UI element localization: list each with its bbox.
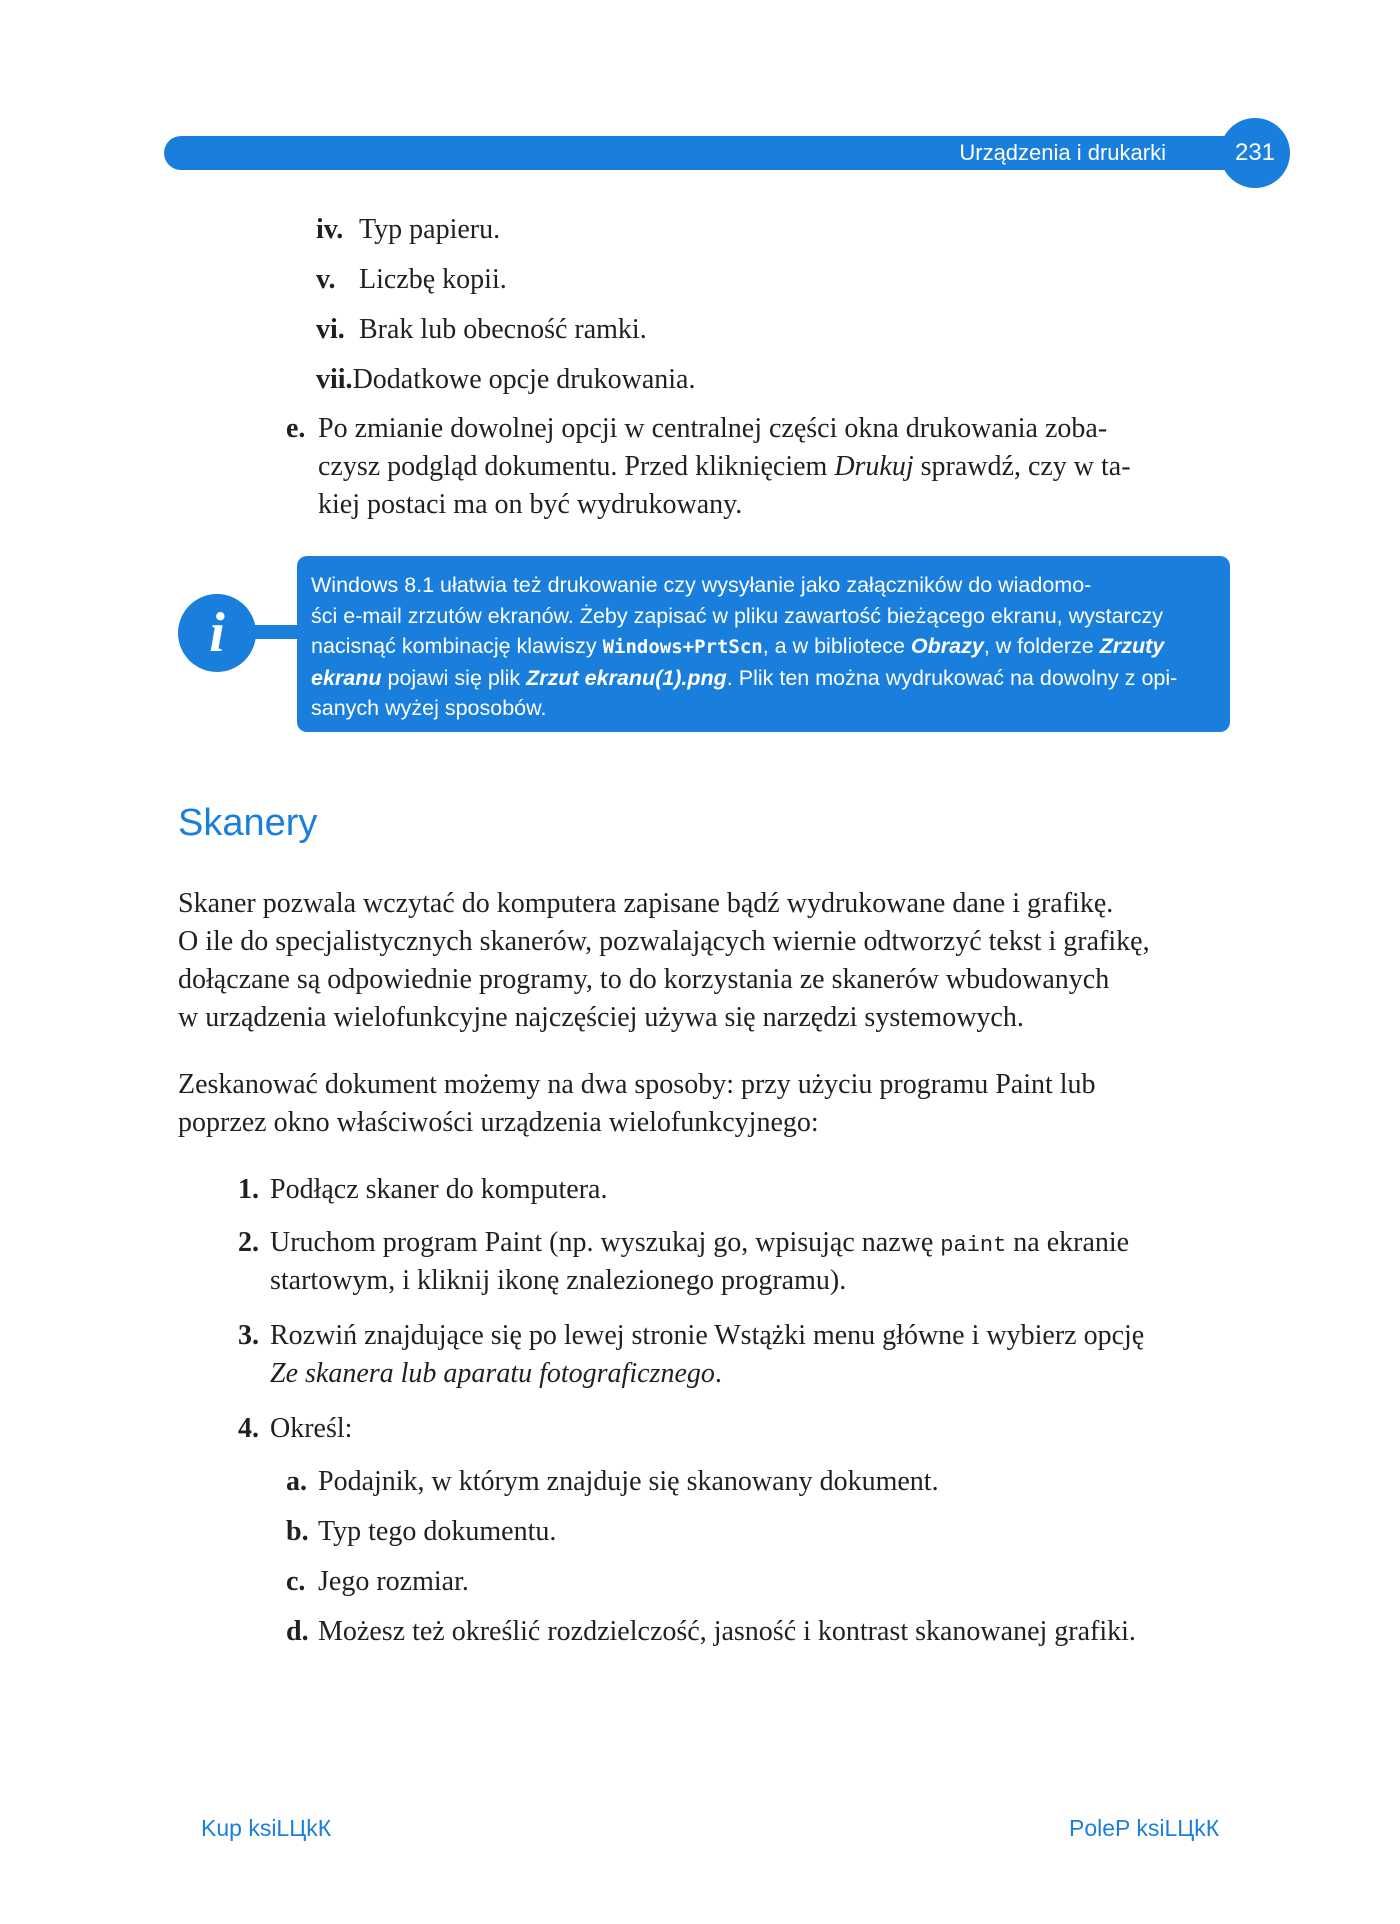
section-heading: Skanery <box>178 802 318 844</box>
text-span: . Plik ten można wydrukować na dowolny z opi- <box>726 665 1178 690</box>
text-span: pojawi się plik <box>381 665 527 690</box>
item-e-line3: kiej postaci ma on być wydrukowany. <box>318 489 743 520</box>
list-item-text: Dodatkowe opcje drukowania. <box>352 364 696 395</box>
paragraph-line: poprzez okno właściwości urządzenia wielofunkcyjnego: <box>178 1107 819 1138</box>
sub-text: Typ tego dokumentu. <box>318 1516 557 1547</box>
text-span: , a w bibliotece <box>762 634 911 658</box>
step-text <box>270 1355 722 1392</box>
italic-term: Zrzut ekranu(1).png <box>526 665 727 690</box>
info-line: Windows 8.1 ułatwia też drukowanie czy wysyłanie jako załączników do wiadomo- <box>311 573 1092 597</box>
paragraph-line: Zeskanować dokument możemy na dwa sposoby: przy użyciu programu Paint lub <box>178 1069 1096 1100</box>
step-number: 1. <box>238 1174 259 1205</box>
italic-term: Ze skanera lub aparatu fotograficznego <box>270 1358 715 1389</box>
sub-label: c. <box>286 1566 306 1597</box>
text-span: czysz podgląd dokumentu. Przed kliknięciem <box>318 451 835 482</box>
paragraph-line: O ile do specjalistycznych skanerów, pozwalających wiernie odtworzyć tekst i grafikę, <box>178 926 1150 957</box>
running-header-title: Urządzenia i drukarki <box>959 140 1166 165</box>
list-item <box>316 211 343 248</box>
recommend-book-link[interactable]: PoleP ksiLЦkК <box>1069 1815 1220 1841</box>
list-label: vii. <box>316 364 353 395</box>
code-term: paint <box>940 1233 1007 1258</box>
item-e-line1: Po zmianie dowolnej opcji w centralnej części okna drukowania zoba- <box>318 413 1108 444</box>
header-bar <box>164 136 1262 170</box>
list-label: v. <box>316 264 336 295</box>
text-span: , w folderze <box>983 634 1100 658</box>
step-text: Podłącz skaner do komputera. <box>270 1174 608 1205</box>
step-number: 4. <box>238 1413 259 1444</box>
sub-text: Jego rozmiar. <box>318 1566 469 1597</box>
sub-label: b. <box>286 1516 309 1547</box>
paragraph-line: Skaner pozwala wczytać do komputera zapisane bądź wydrukowane dane i grafikę. <box>178 888 1114 919</box>
list-item <box>316 311 345 348</box>
text-span: nacisnąć kombinację klawiszy <box>311 634 603 658</box>
list-item <box>316 361 695 398</box>
paragraph-line: dołączane są odpowiednie programy, to do korzystania ze skanerów wbudowanych <box>178 964 1110 995</box>
buy-book-link[interactable]: Kup ksiLЦkК <box>201 1815 332 1841</box>
info-icon: i <box>178 594 256 672</box>
list-item-text: Liczbę kopii. <box>359 264 507 295</box>
text-span: Uruchom program Paint (np. wyszukaj go, wpisując nazwę <box>270 1227 941 1258</box>
step-number: 3. <box>238 1320 259 1351</box>
text-span: sprawdź, czy w ta- <box>913 451 1131 482</box>
list-label: iv. <box>316 214 344 245</box>
sub-text: Możesz też określić rozdzielczość, jasność i kontrast skanowanej grafiki. <box>318 1616 1136 1647</box>
paragraph-line: w urządzenia wielofunkcyjne najczęściej używa się narzędzi systemowych. <box>178 1002 1024 1033</box>
italic-term: Obrazy <box>910 634 984 658</box>
info-line <box>311 631 1216 663</box>
info-note-box <box>297 556 1230 732</box>
italic-term: Zrzuty <box>1099 634 1165 658</box>
step-number: 2. <box>238 1227 259 1258</box>
step-text: Rozwiń znajdujące się po lewej stronie Wstążki menu główne i wybierz opcję <box>270 1320 1145 1351</box>
step-text: startowym, i kliknij ikonę znalezionego programu). <box>270 1265 847 1296</box>
info-line: sanych wyżej sposobów. <box>311 696 547 720</box>
info-line <box>311 663 1216 694</box>
item-e-line2 <box>318 448 1131 485</box>
keyboard-shortcut: Windows+PrtScn <box>602 636 763 658</box>
list-label: vi. <box>316 314 345 345</box>
sub-label: a. <box>286 1466 307 1497</box>
info-line: ści e-mail zrzutów ekranów. Żeby zapisać w pliku zawartość bieżącego ekranu, wystarczy <box>311 603 1163 628</box>
list-item <box>316 261 335 298</box>
step-text: Określ: <box>270 1413 353 1444</box>
text-span: . <box>714 1358 722 1389</box>
step-text <box>270 1224 1129 1264</box>
list-item-text: Typ papieru. <box>359 214 501 245</box>
italic-term: Drukuj <box>834 451 914 482</box>
sub-text: Podajnik, w którym znajduje się skanowany dokument. <box>318 1466 939 1497</box>
list-label: e. <box>286 413 306 444</box>
text-span: na ekranie <box>1006 1227 1130 1258</box>
list-item-text: Brak lub obecność ramki. <box>359 314 647 345</box>
page-number: 231 <box>1220 118 1290 188</box>
sub-label: d. <box>286 1616 309 1647</box>
italic-term: ekranu <box>311 665 382 690</box>
